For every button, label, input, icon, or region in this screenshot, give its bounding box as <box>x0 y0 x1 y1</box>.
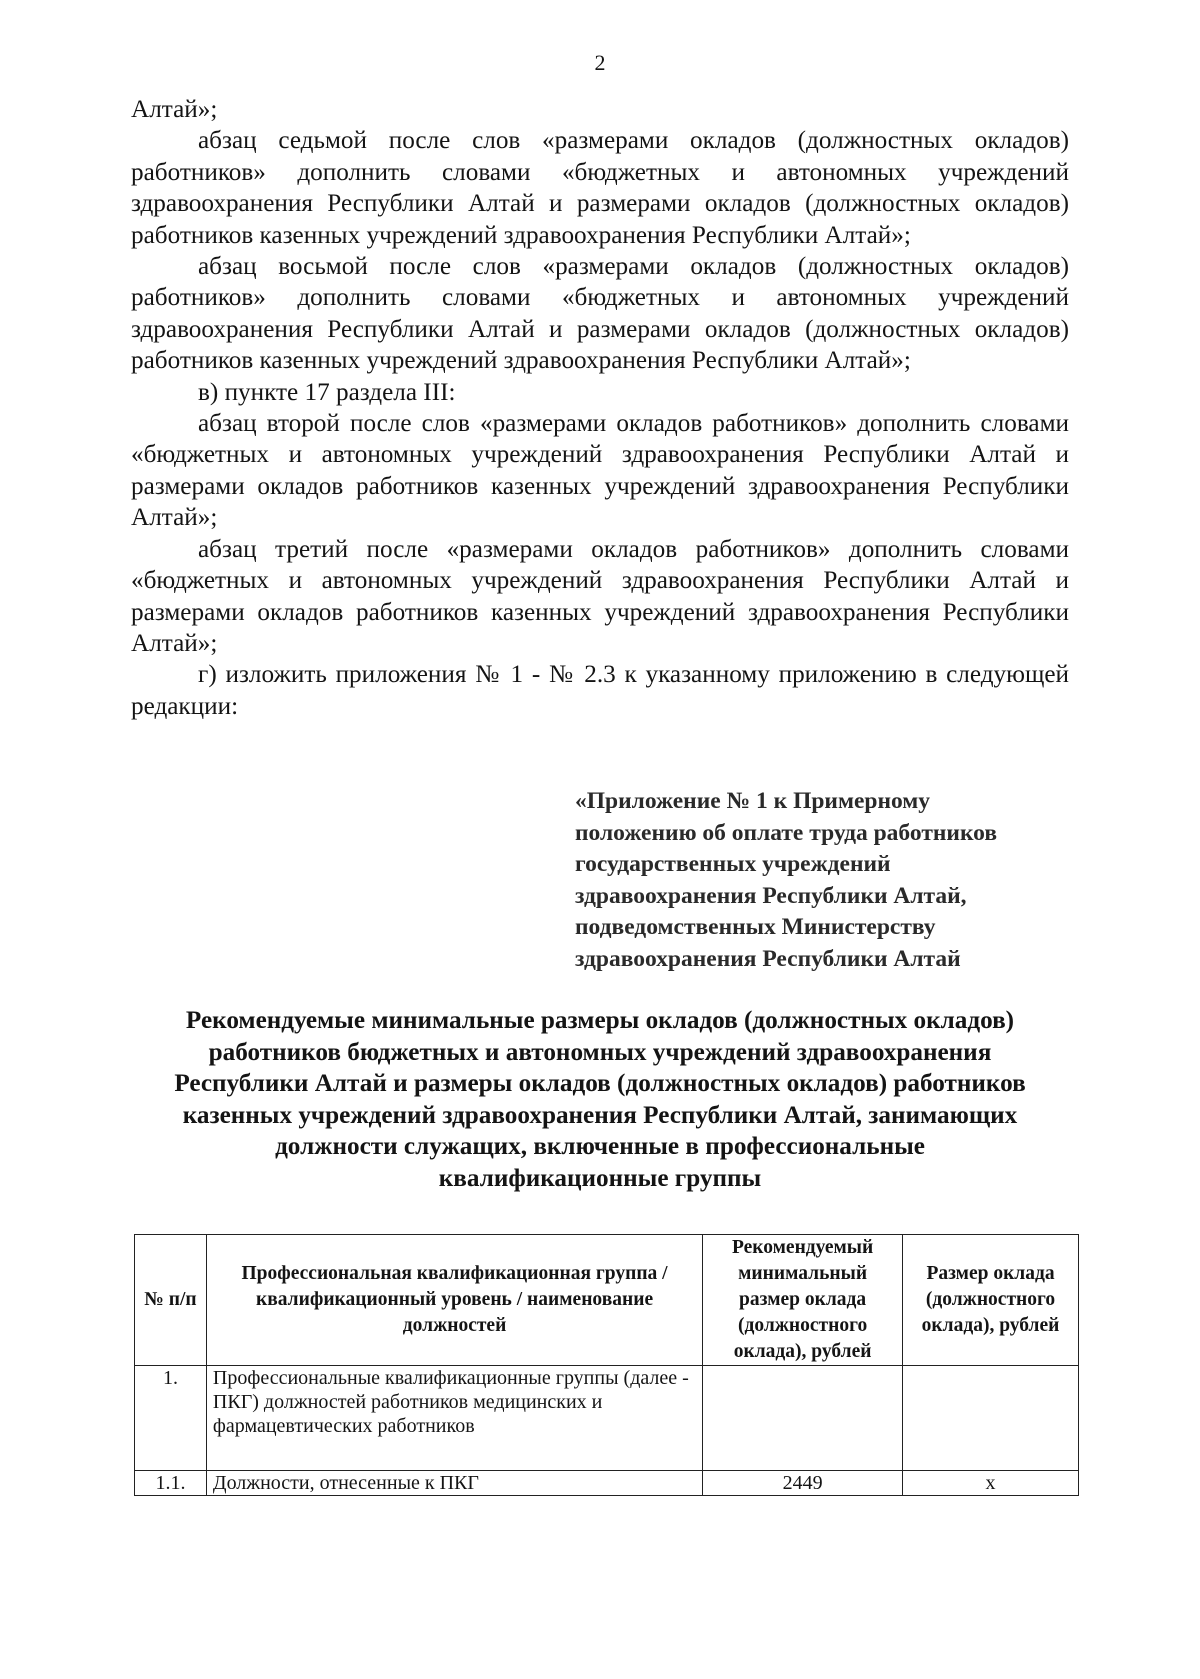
header-number: № п/п <box>135 1235 207 1366</box>
header-group: Профессиональная квалификационная группа / квалификационный уровень / наименование должностей <box>206 1235 702 1366</box>
row-number: 1.1. <box>135 1471 207 1496</box>
annex-line: здравоохранения Республики Алтай, <box>575 882 967 909</box>
paragraph-annex-intro: г) изложить приложения № 1 - № 2.3 к указанному приложению в следующей редакции: <box>131 661 1069 720</box>
paragraph-eighth: абзац восьмой после слов «размерами окладов (должностных окладов) работников» дополнить словами «бюджетных и автономных учреждений здравоохранения Республики Алтай и размерами окладов (должностных окладов) работников казенных учреждений здравоохранения Республики Алтай»; <box>131 253 1069 375</box>
annex-heading <box>575 786 1075 976</box>
page-number: 2 <box>594 50 606 75</box>
header-salary: Размер оклада (должностного оклада), рублей <box>903 1235 1079 1366</box>
document-title <box>130 1005 1070 1194</box>
table-row <box>135 1471 1079 1496</box>
row-number: 1. <box>135 1366 207 1471</box>
row-salary: х <box>903 1471 1079 1496</box>
body-text <box>131 94 1069 722</box>
title-line: работников бюджетных и автономных учреждений здравоохранения <box>208 1038 992 1066</box>
annex-line: «Приложение № 1 к Примерному <box>575 788 931 814</box>
row-name: Профессиональные квалификационные группы (далее - ПКГ) должностей работников медицинских и фармацевтических работников <box>206 1366 702 1471</box>
paragraph-seventh: абзац седьмой после слов «размерами окладов (должностных окладов) работников» дополнить словами «бюджетных и автономных учреждений здравоохранения Республики Алтай и размерами окладов (должностных окладов) работников казенных учреждений здравоохранения Республики Алтай»; <box>131 127 1069 249</box>
paragraph-third: абзац третий после «размерами окладов работников» дополнить словами «бюджетных и автономных учреждений здравоохранения Республики Алтай и размерами окладов работников казенных учреждений здравоохранения Республики Алтай»; <box>131 535 1069 657</box>
row-salary <box>903 1366 1079 1471</box>
row-recommended <box>703 1366 903 1471</box>
salary-table <box>134 1234 1079 1496</box>
annex-line: государственных учреждений <box>575 851 891 878</box>
annex-line: подведомственных Министерству <box>575 914 936 941</box>
title-line: Республики Алтай и размеры окладов (должностных окладов) работников <box>174 1070 1026 1097</box>
row-name: Должности, отнесенные к ПКГ <box>206 1471 702 1496</box>
title-line: должности служащих, включенные в профессиональные <box>275 1133 925 1160</box>
table-row <box>135 1366 1079 1471</box>
paragraph-point-17: в) пункте 17 раздела III: <box>198 378 456 406</box>
paragraph-second: абзац второй после слов «размерами окладов работников» дополнить словами «бюджетных и автономных учреждений здравоохранения Республики Алтай и размерами окладов работников казенных учреждений здравоохранения Республики Алтай»; <box>131 410 1069 532</box>
title-line: Рекомендуемые минимальные размеры окладов (должностных окладов) <box>185 1007 1015 1034</box>
annex-line: здравоохранения Республики Алтай <box>575 945 961 972</box>
title-line: квалификационные группы <box>438 1164 762 1192</box>
annex-line: положению об оплате труда работников <box>575 819 998 846</box>
table-header-row <box>135 1235 1079 1366</box>
header-recommended: Рекомендуемый минимальный размер оклада (должностного оклада), рублей <box>703 1235 903 1366</box>
row-recommended: 2449 <box>703 1471 903 1496</box>
paragraph-continuation: Алтай»; <box>131 96 218 123</box>
title-line: казенных учреждений здравоохранения Республики Алтай, занимающих <box>182 1101 1018 1129</box>
